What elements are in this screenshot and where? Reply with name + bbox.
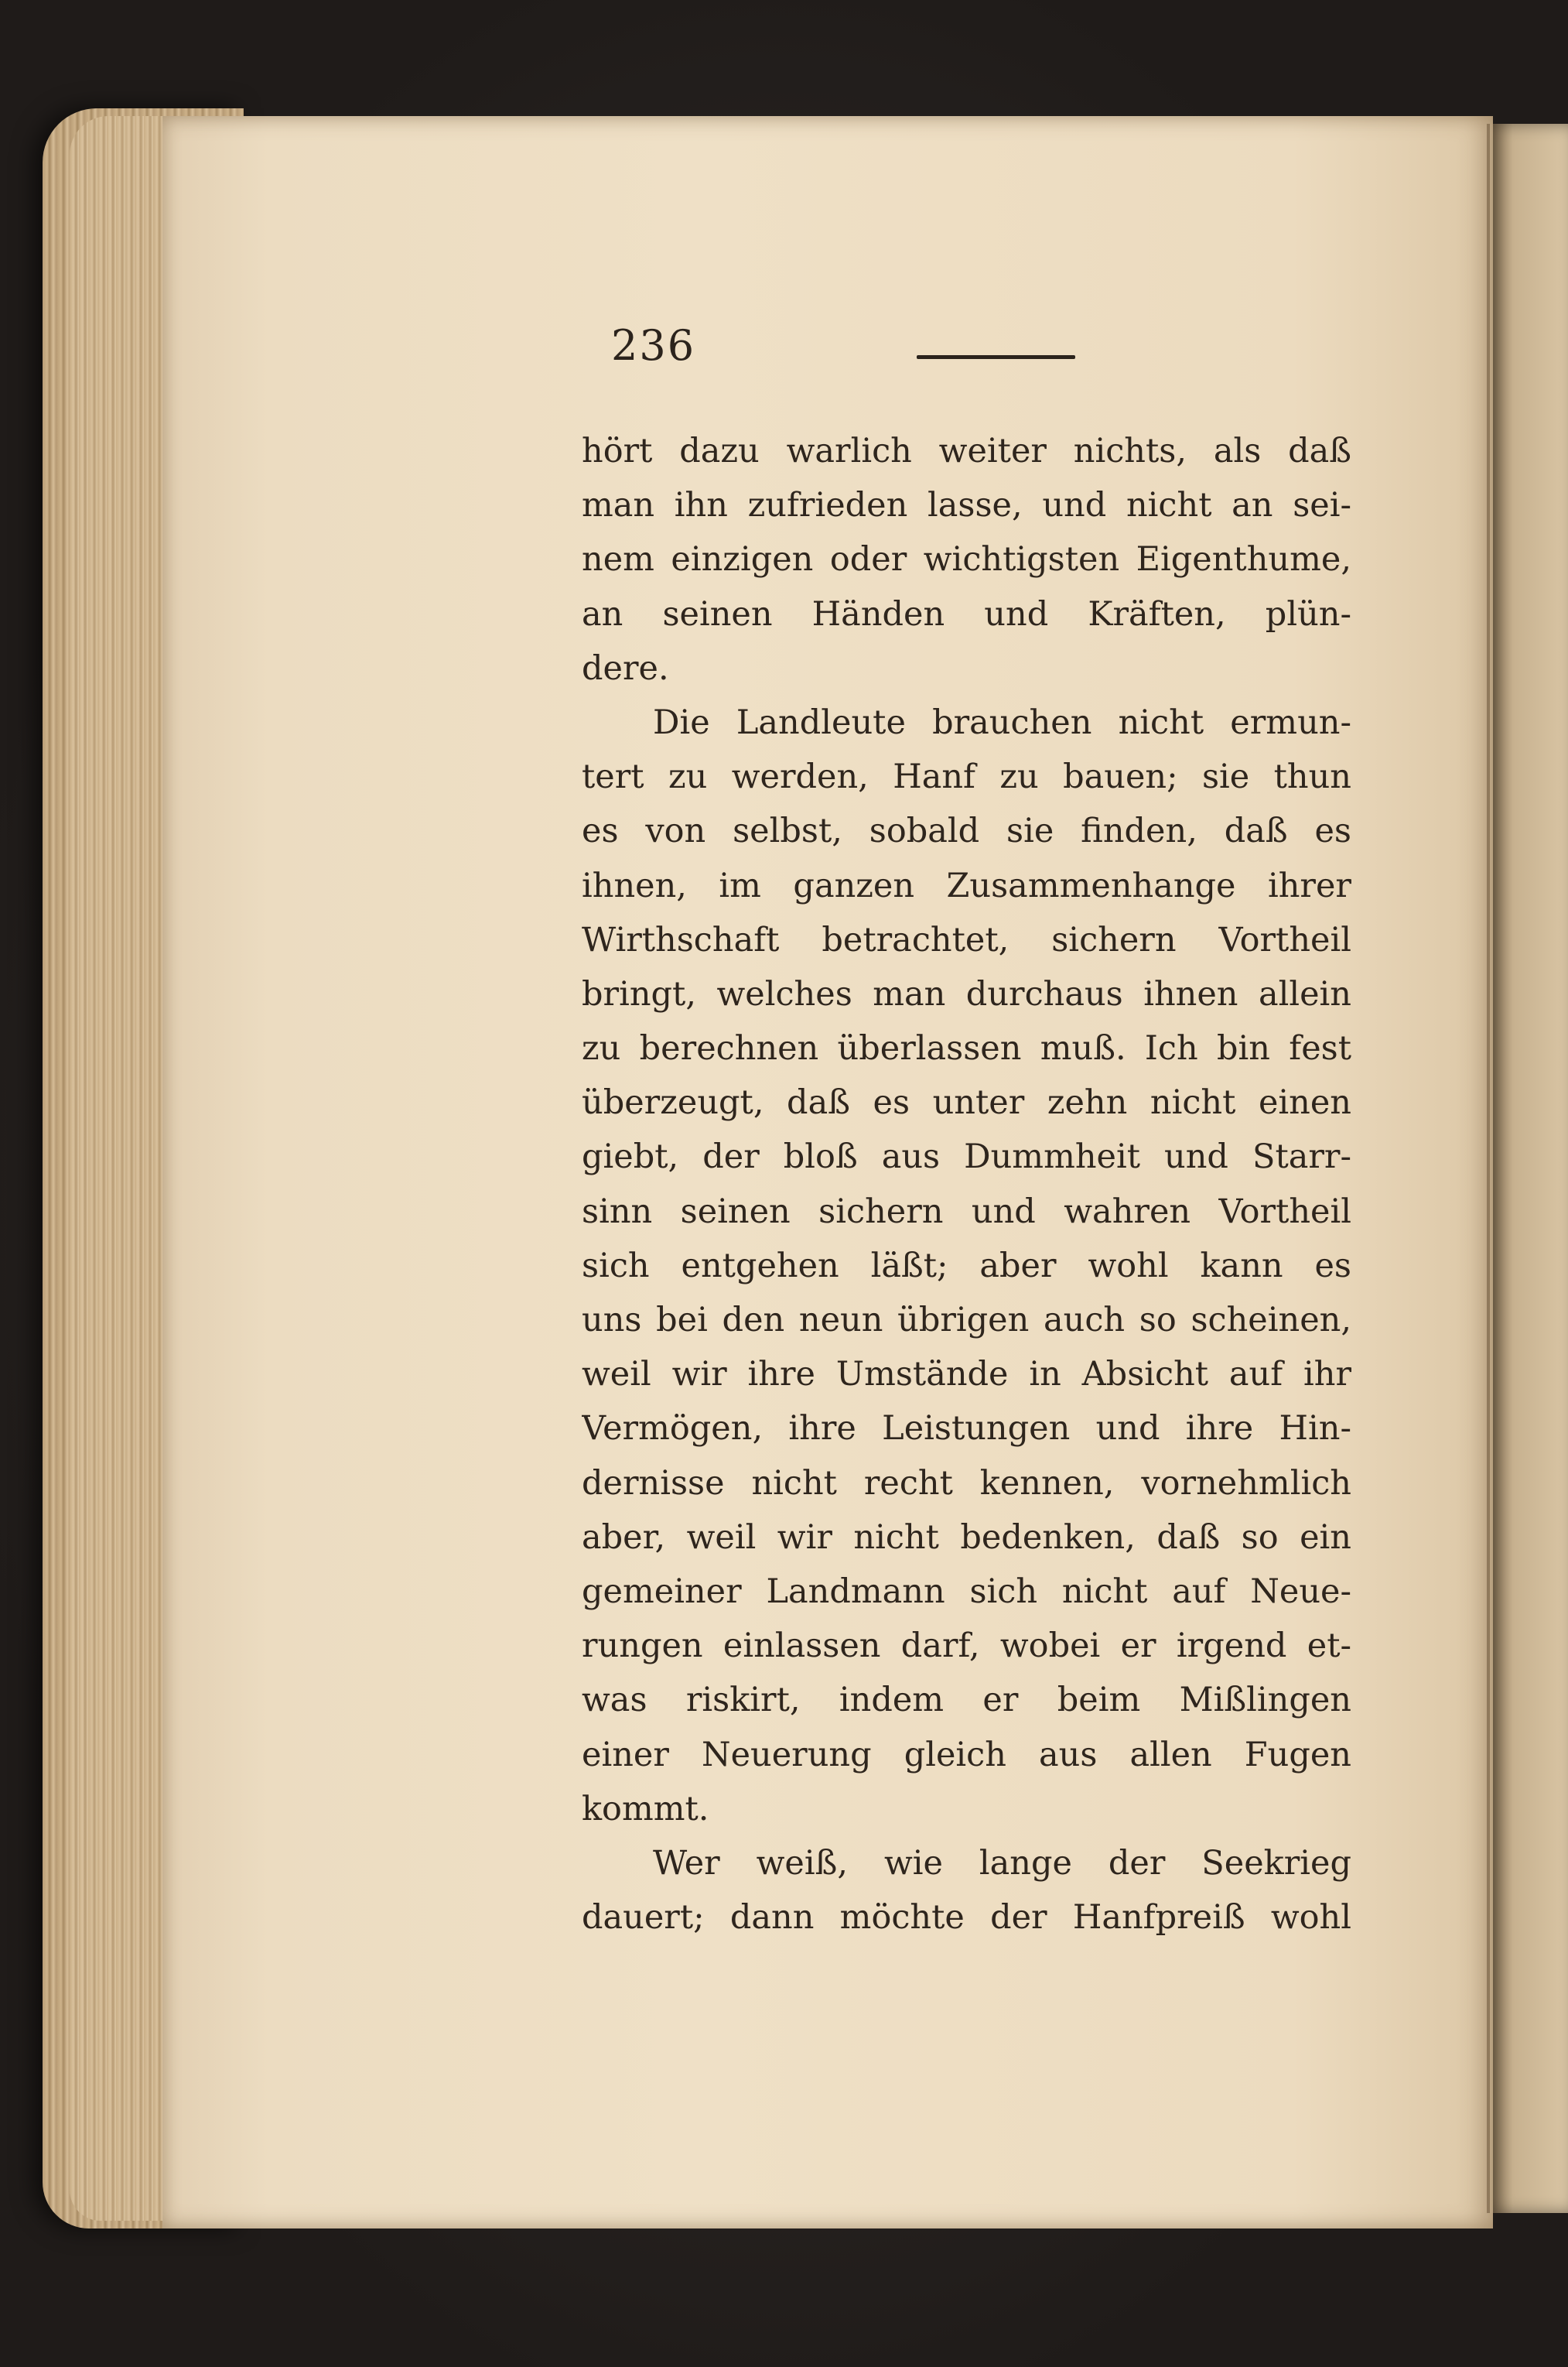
text-line: tert zu werden, Hanf zu bauen; sie thun [582,758,1351,797]
text-line: hört dazu warlich weiter nichts, als daß [582,432,1351,470]
page-number: 236 [611,321,696,370]
text-line: es von selbst, sobald sie finden, daß es [582,812,1351,851]
facing-page-edge [1489,124,1568,2213]
text-line: man ihn zufrieden lasse, und nicht an sei- [582,486,1351,525]
text-line: rungen einlassen darf, wobei er irgend et- [582,1626,1351,1666]
running-header [611,321,1083,375]
text-line: kommt. [582,1789,709,1828]
text-line: sich entgehen läßt; aber wohl kann es [582,1246,1351,1285]
text-line: was riskirt, indem er beim Mißlingen [582,1681,1351,1720]
text-line: Vermögen, ihre Leistungen und ihre Hin- [582,1409,1351,1449]
text-line: aber, weil wir nicht bedenken, daß so ein [582,1517,1351,1557]
text-line: nem einzigen oder wichtigsten Eigenthume, [582,540,1351,580]
text-line: an seinen Händen und Kräften, plün- [582,594,1351,634]
text-line: sinn seinen sichern und wahren Vortheil [582,1192,1351,1231]
text-line: überzeugt, daß es unter zehn nicht einen [582,1083,1351,1123]
header-rule [917,355,1075,359]
text-line: Die Landleute brauchen nicht ermun- [653,703,1351,742]
text-line: zu berechnen überlassen muß. Ich bin fest [582,1029,1351,1069]
text-line: weil wir ihre Umstände in Absicht auf ihr [582,1355,1351,1394]
text-line: dauert; dann möchte der Hanfpreiß wohl [582,1898,1351,1938]
text-line: dernisse nicht recht kennen, vornehmlich [582,1463,1351,1503]
text-line: ihnen, im ganzen Zusammenhange ihrer [582,866,1351,905]
text-line: bringt, welches man durchaus ihnen allein [582,974,1351,1014]
text-line: gemeiner Landmann sich nicht auf Neue- [582,1572,1351,1611]
body-text [582,424,1351,1945]
text-line: Wer weiß, wie lange der Seekrieg [653,1843,1351,1883]
text-line: einer Neuerung gleich aus allen Fugen [582,1735,1351,1774]
text-line: Wirthschaft betrachtet, sichern Vortheil [582,920,1351,959]
gutter [1487,124,1490,2213]
text-line: giebt, der bloß aus Dummheit und Starr- [582,1137,1351,1177]
text-line: uns bei den neun übrigen auch so scheinen, [582,1301,1351,1339]
text-line: dere. [582,648,669,688]
